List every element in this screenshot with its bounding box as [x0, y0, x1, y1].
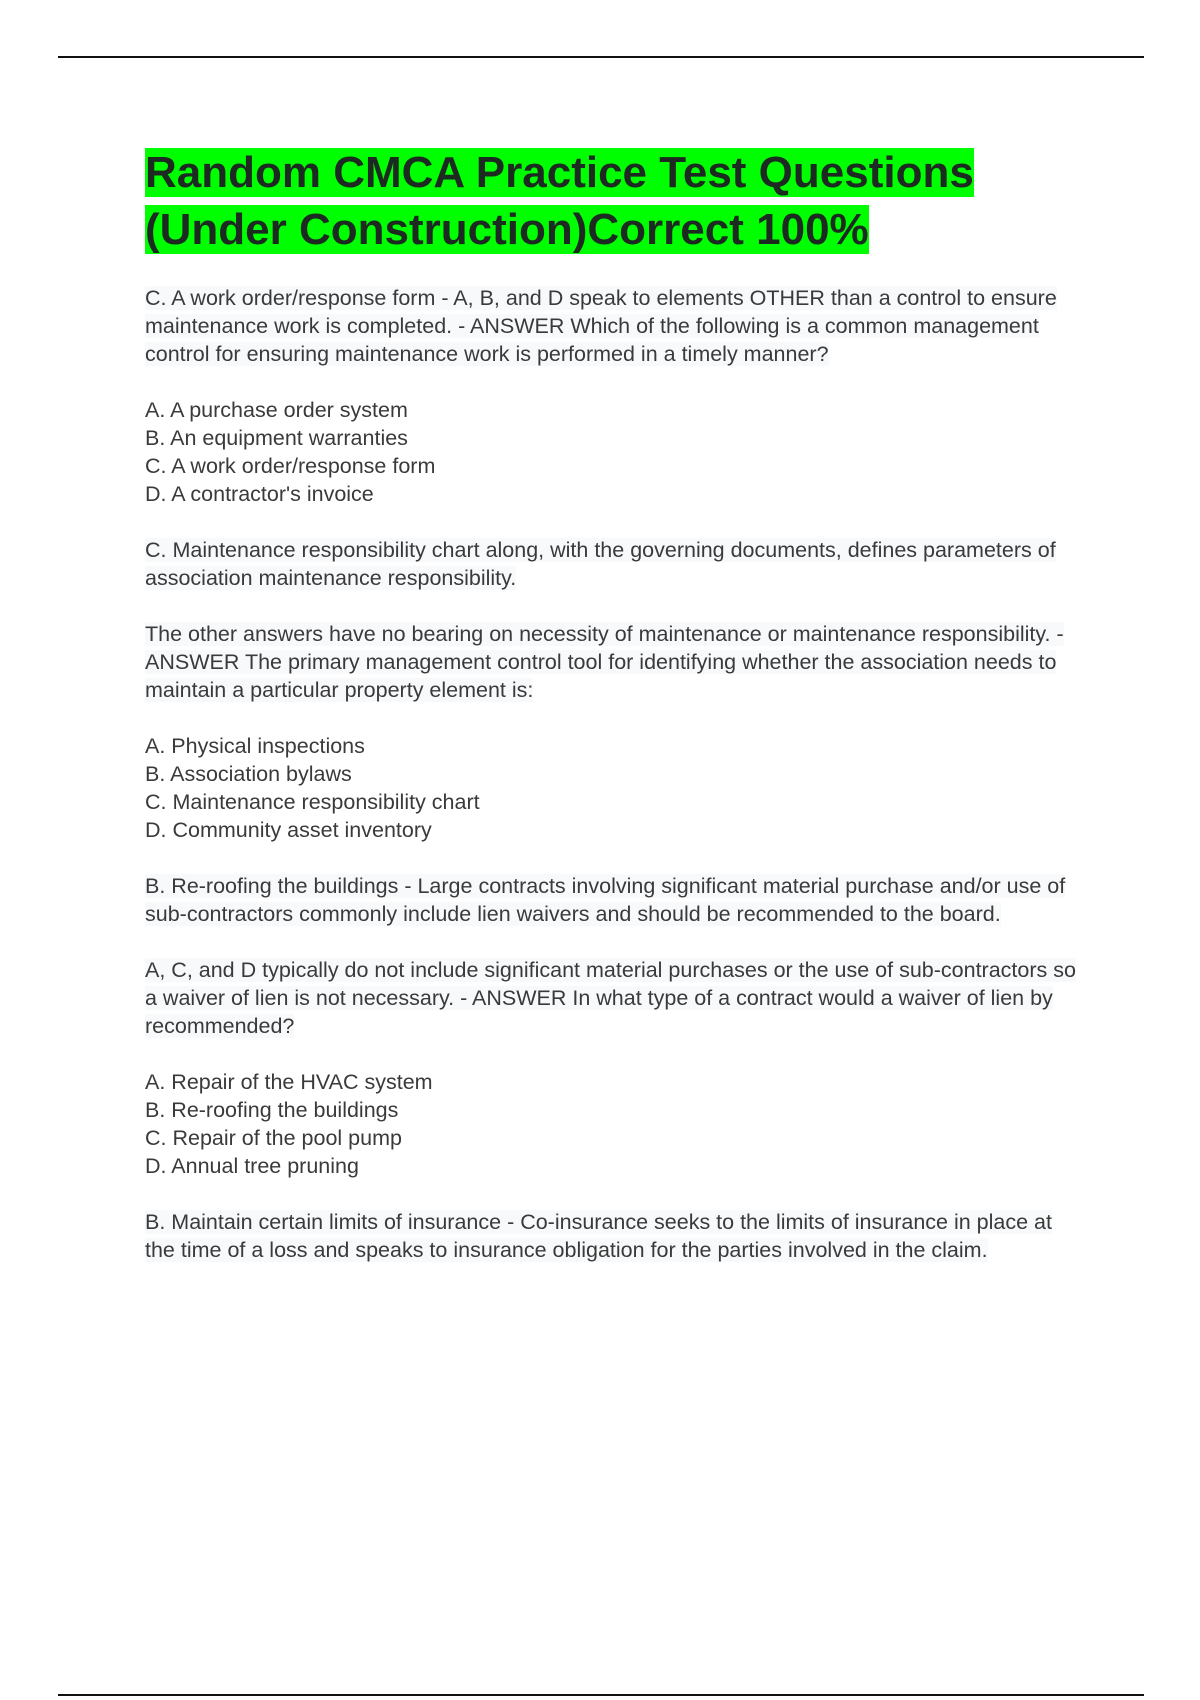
- option-item: B. An equipment warranties: [145, 426, 408, 450]
- bottom-rule: [58, 1694, 1144, 1696]
- paragraph-text: B. Maintain certain limits of insurance - Co-insurance seeks to the limits of insurance in place at the time of a loss and speaks to insurance obligation for the parties involved in the claim.: [145, 1210, 1052, 1262]
- option-item: C. Maintenance responsibility chart: [145, 790, 480, 814]
- answer-options-list: [145, 396, 1085, 508]
- option-item: D. Community asset inventory: [145, 818, 432, 842]
- answer-explanation-paragraph: [145, 1208, 1085, 1264]
- option-item: D. A contractor's invoice: [145, 482, 374, 506]
- page-title: [145, 144, 1085, 258]
- option-item: D. Annual tree pruning: [145, 1154, 359, 1178]
- option-item: A. Repair of the HVAC system: [145, 1070, 433, 1094]
- option-item: C. Repair of the pool pump: [145, 1126, 402, 1150]
- paragraph-text: The other answers have no bearing on necessity of maintenance or maintenance responsibility. - ANSWER The primary management control tool for identifying whether the association needs to maintain a particular property element is:: [145, 622, 1064, 702]
- paragraph-text: B. Re-roofing the buildings - Large contracts involving significant material purchase and/or use of sub-contractors commonly include lien waivers and should be recommended to the board.: [145, 874, 1066, 926]
- answer-question-paragraph: [145, 956, 1085, 1040]
- answer-options-list: [145, 732, 1085, 844]
- paragraph-text: C. Maintenance responsibility chart along, with the governing documents, defines parameters of association maintenance responsibility.: [145, 538, 1056, 590]
- answer-explanation-paragraph: [145, 536, 1085, 592]
- answer-question-paragraph: [145, 284, 1085, 368]
- option-item: A. Physical inspections: [145, 734, 365, 758]
- title-line-1: Random CMCA Practice Test Questions: [145, 148, 974, 197]
- option-item: B. Association bylaws: [145, 762, 352, 786]
- paragraph-text: C. A work order/response form - A, B, and D speak to elements OTHER than a control to ensure maintenance work is completed. - ANSWER Which of the following is a common management control for ensuring maintenance work is performed in a timely manner?: [145, 286, 1057, 366]
- top-rule: [58, 56, 1144, 58]
- title-line-2: (Under Construction)Correct 100%: [145, 205, 869, 254]
- answer-question-paragraph: [145, 620, 1085, 704]
- option-item: B. Re-roofing the buildings: [145, 1098, 399, 1122]
- option-item: A. A purchase order system: [145, 398, 408, 422]
- answer-explanation-paragraph: [145, 872, 1085, 928]
- answer-options-list: [145, 1068, 1085, 1180]
- document-body: [145, 144, 1085, 1292]
- paragraph-text: A, C, and D typically do not include significant material purchases or the use of sub-contractors so a waiver of lien is not necessary. - ANSWER In what type of a contract would a waiver of lien by recommended?: [145, 958, 1076, 1038]
- option-item: C. A work order/response form: [145, 454, 436, 478]
